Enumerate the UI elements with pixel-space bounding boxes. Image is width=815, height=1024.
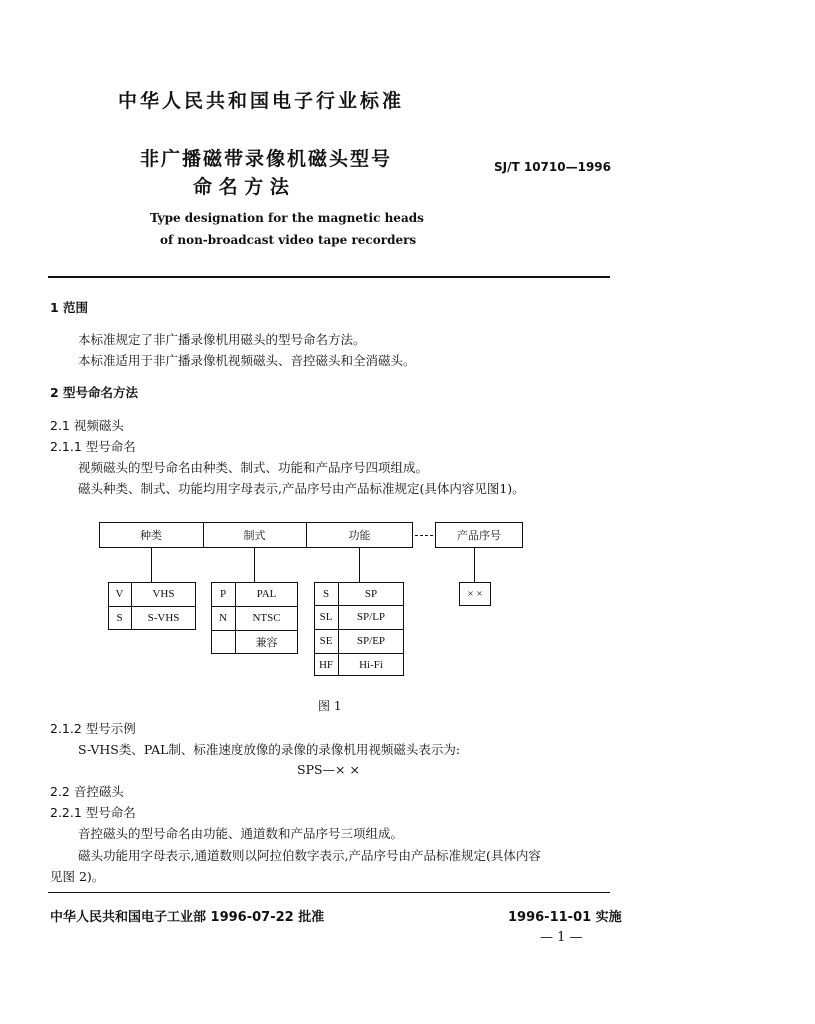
section-2-1-1-heading: 2.1.1 型号命名	[50, 439, 136, 454]
section-2-2-1-paragraph-2-cont: 见图 2)。	[50, 869, 105, 884]
section-1-paragraph-2: 本标准适用于非广播录像机视频磁头、音控磁头和全消磁头。	[78, 353, 416, 368]
kind-name-2: S-VHS	[147, 612, 180, 624]
serial-value: × ×	[467, 588, 483, 600]
footer-rule	[48, 892, 610, 893]
section-2-1-1-paragraph-1: 视频磁头的型号命名由种类、制式、功能和产品序号四项组成。	[78, 460, 429, 475]
section-2-1-1-paragraph-2: 磁头种类、制式、功能均用字母表示,产品序号由产品标准规定(具体内容见图1)。	[78, 481, 525, 496]
section-2-1-2-heading: 2.1.2 型号示例	[50, 721, 136, 736]
title-line-2: 命 名 方 法	[193, 176, 289, 198]
serial-connector	[415, 535, 433, 536]
system-code-3	[211, 630, 235, 654]
section-1-heading: 1 范围	[50, 300, 89, 315]
function-name-2: SP/LP	[356, 611, 386, 623]
system-name-2: NTSC	[252, 612, 281, 624]
label-function: 功能	[348, 530, 371, 542]
kind-name-1: VHS	[152, 588, 175, 600]
section-2-1-2-paragraph: S-VHS类、PAL制、标准速度放像的录像的录像机用视频磁头表示为:	[78, 742, 461, 757]
page-number: — 1 —	[540, 930, 583, 945]
section-2-2-heading: 2.2 音控磁头	[50, 784, 124, 799]
effective-date: 1996-11-01 实施	[508, 910, 622, 925]
org-title: 中华人民共和国电子行业标准	[118, 90, 405, 112]
system-name-1: PAL	[256, 588, 277, 600]
section-1-paragraph-1: 本标准规定了非广播录像机用磁头的型号命名方法。	[78, 332, 366, 347]
section-2-1-heading: 2.1 视频磁头	[50, 418, 124, 433]
issuer-line: 中华人民共和国电子工业部 1996-07-22 批准	[50, 910, 325, 925]
function-name-3: SP/EP	[356, 635, 386, 647]
label-kind: 种类	[140, 530, 162, 542]
kind-stem	[151, 548, 152, 582]
section-2-heading: 2 型号命名方法	[50, 385, 139, 400]
label-serial: 产品序号	[457, 530, 501, 542]
function-name-1: SP	[364, 587, 378, 600]
figure-1-caption: 图 1	[318, 699, 342, 713]
system-stem	[254, 548, 255, 582]
kind-code-1: V	[115, 588, 124, 600]
section-2-2-1-paragraph-2: 磁头功能用字母表示,通道数则以阿拉伯数字表示,产品序号由产品标准规定(具体内容	[78, 848, 541, 863]
standard-code: SJ/T 10710—1996	[494, 160, 611, 174]
function-code-3: SE	[319, 635, 333, 647]
system-code-1: P	[219, 588, 227, 600]
english-title-line-1: Type designation for the magnetic heads	[150, 211, 424, 225]
function-stem	[359, 548, 360, 582]
system-code-2: N	[219, 612, 227, 624]
kind-code-2: S	[116, 612, 123, 624]
function-name-4: Hi-Fi	[359, 658, 383, 671]
section-2-2-1-paragraph-1: 音控磁头的型号命名由功能、通道数和产品序号三项组成。	[78, 826, 404, 841]
header-rule	[48, 276, 610, 278]
type-example: SPS—× ×	[297, 762, 360, 777]
english-title-line-2: of non-broadcast video tape recorders	[160, 233, 417, 247]
section-2-2-1-heading: 2.2.1 型号命名	[50, 805, 136, 820]
system-name-3: 兼容	[255, 637, 278, 649]
title-line-1: 非广播磁带录像机磁头型号	[140, 148, 393, 170]
serial-stem	[474, 548, 475, 582]
function-code-4: HF	[318, 658, 334, 671]
function-code-2: SL	[319, 611, 333, 623]
label-system: 制式	[243, 530, 266, 542]
function-code-1: S	[322, 587, 330, 600]
